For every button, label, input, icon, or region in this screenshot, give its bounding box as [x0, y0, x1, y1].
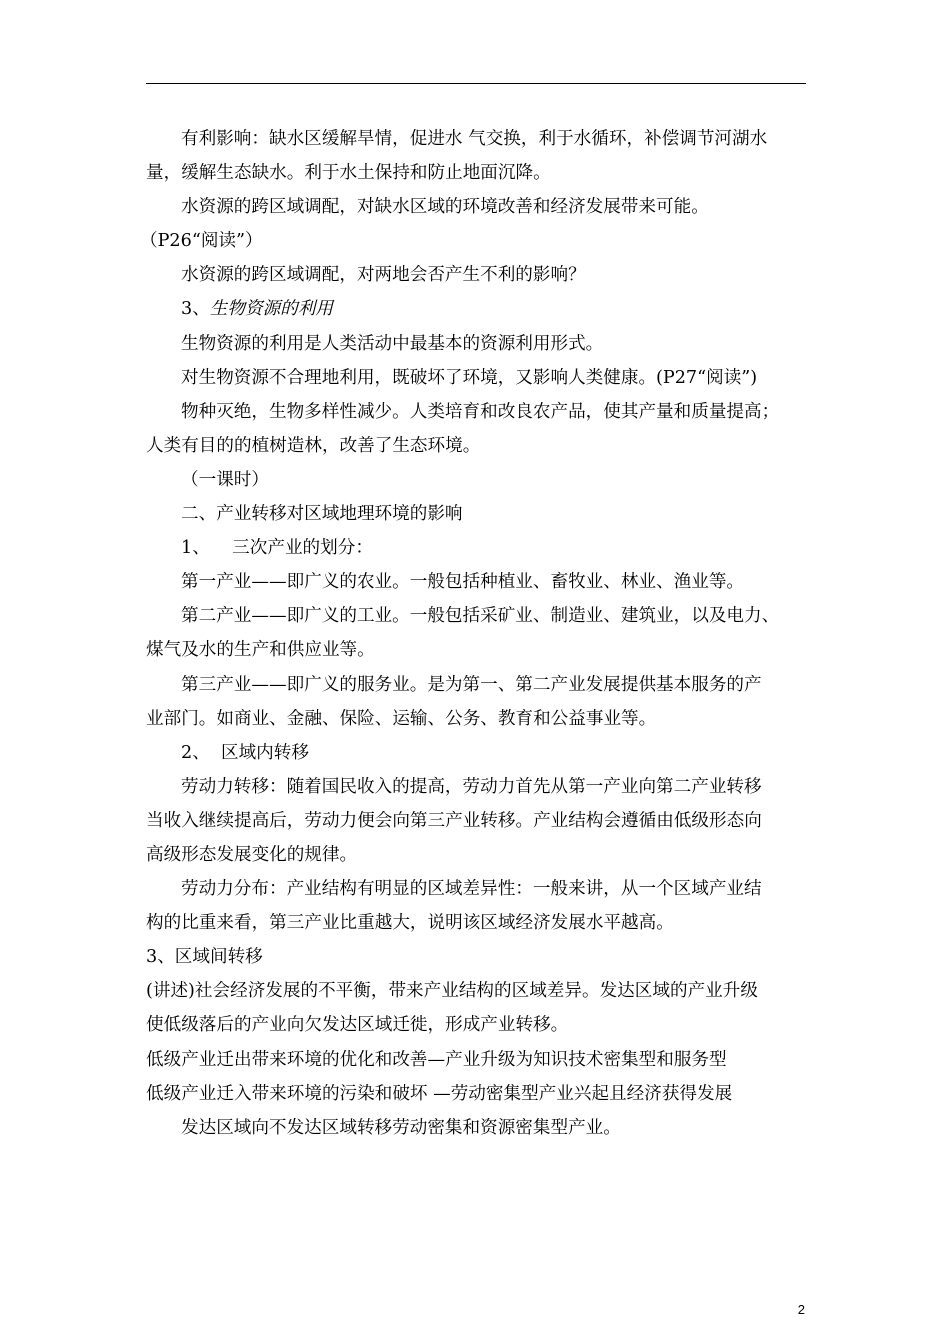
- paragraph-line: 有利影响：缺水区缓解旱情，促进水 气交换，利于水循环，补偿调节河湖水: [181, 129, 768, 149]
- paragraph-line: 水资源的跨区域调配，对两地会否产生不利的影响？: [181, 265, 586, 286]
- paragraph-line: 第三产业——即广义的服务业。是为第一、第二产业发展提供基本服务的产: [181, 674, 762, 695]
- paragraph-line: 第一产业——即广义的农业。一般包括种植业、畜牧业、林业、渔业等。: [181, 572, 745, 593]
- subsection-heading: 2、 区域内转移: [181, 742, 309, 763]
- paragraph-line: 高级形态发展变化的规律。: [146, 844, 358, 865]
- paragraph-line: 劳动力分布：产业结构有明显的区域差异性：一般来讲，从一个区域产业结: [181, 879, 762, 900]
- subsection-heading: 1、 三次产业的划分：: [181, 538, 373, 559]
- paragraph-line: 业部门。如商业、金融、保险、运输、公务、教育和公益事业等。: [146, 708, 657, 729]
- page-number: 2: [797, 1302, 805, 1317]
- paragraph-line: (讲述)社会经济发展的不平衡，带来产业结构的区域差异。发达区域的产业升级: [146, 981, 758, 1002]
- paragraph-line: 构的比重来看，第三产业比重越大，说明该区域经济发展水平越高。: [146, 913, 674, 934]
- paragraph-line: 水资源的跨区域调配，对缺水区域的环境改善和经济发展带来可能。: [181, 197, 709, 218]
- paragraph-line: 物种灭绝，生物多样性减少。人类培育和改良农产品，使其产量和质量提高；: [181, 401, 780, 422]
- paragraph-line: 量，缓解生态缺水。利于水土保持和防止地面沉降。: [146, 163, 551, 184]
- paragraph-line: （一课时）: [181, 469, 269, 490]
- header-rule: [146, 83, 806, 84]
- section-heading: [146, 292, 810, 326]
- paragraph-line: 当收入继续提高后，劳动力便会向第三产业转移。产业结构会遵循由低级形态向: [146, 810, 762, 831]
- subsection-heading: 3、区域间转移: [146, 947, 263, 968]
- section-heading: 二、产业转移对区域地理环境的影响: [181, 504, 463, 525]
- heading-title: 生物资源的利用: [209, 299, 333, 320]
- paragraph-line: 人类有目的的植树造林，改善了生态环境。: [146, 435, 481, 456]
- paragraph-line: 对生物资源不合理地利用，既破坏了环境，又影响人类健康。(P27“阅读”): [181, 367, 758, 388]
- paragraph-line: 使低级落后的产业向欠发达区域迁徙，形成产业转移。: [146, 1015, 569, 1036]
- paragraph-line: 生物资源的利用是人类活动中最基本的资源利用形式。: [181, 333, 604, 354]
- paragraph-line: 低级产业迁入带来环境的污染和破坏 —劳动密集型产业兴起且经济获得发展: [146, 1083, 733, 1104]
- paragraph-line: 低级产业迁出带来环境的优化和改善—产业升级为知识技术密集型和服务型: [146, 1049, 727, 1070]
- paragraph-line: （P26“阅读”）: [140, 231, 263, 252]
- heading-number: 3、: [181, 299, 210, 320]
- paragraph-line: 劳动力转移：随着国民收入的提高，劳动力首先从第一产业向第二产业转移: [181, 776, 762, 797]
- paragraph-line: 第二产业——即广义的工业。一般包括采矿业、制造业、建筑业，以及电力、: [181, 606, 780, 627]
- document-body: [140, 122, 810, 1145]
- paragraph-line: 煤气及水的生产和供应业等。: [146, 640, 375, 661]
- paragraph-line: 发达区域向不发达区域转移劳动密集和资源密集型产业。: [181, 1117, 621, 1138]
